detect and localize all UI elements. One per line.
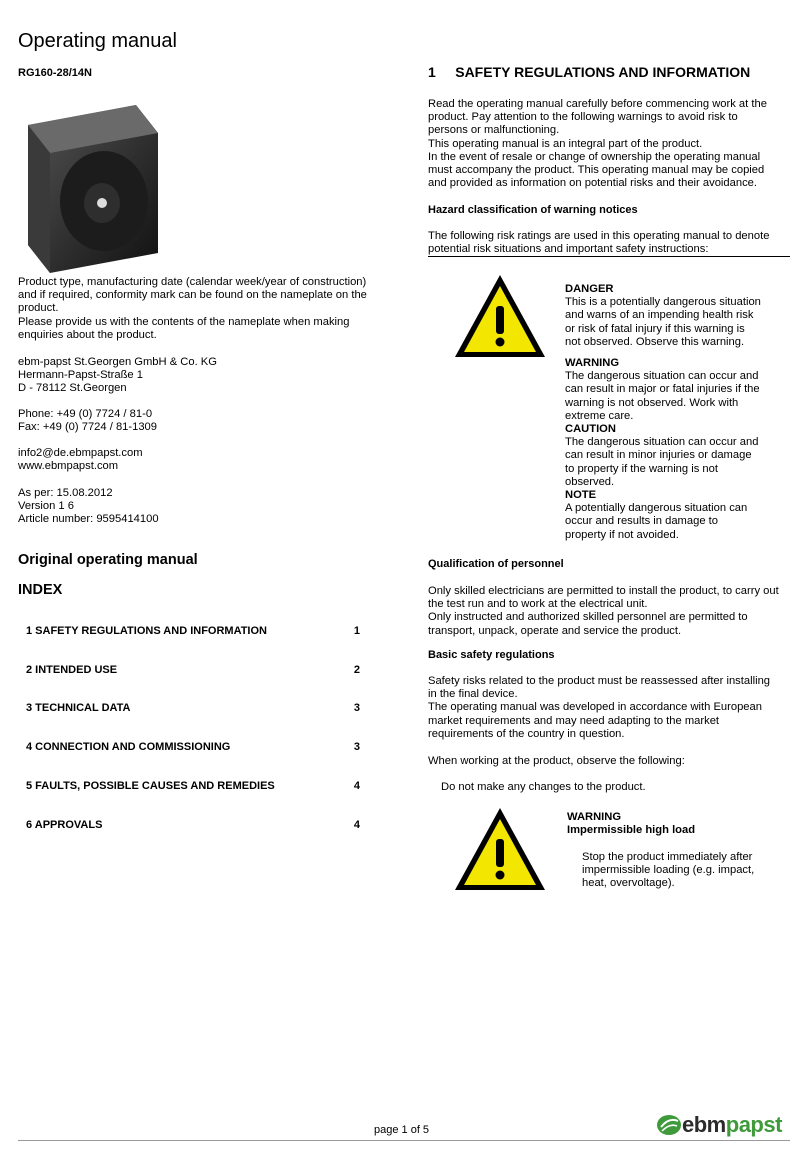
basic-safety-text: Safety risks related to the product must be reassessed after installing in the final device. The operating manual was developed in accordance with European market requirements and may need adapting to the market requirements of the country in question. (428, 675, 771, 740)
load-warning-text: Stop the product immediately after impermissible loading (e.g. impact, heat, overvoltage). (582, 851, 755, 890)
product-image (18, 103, 160, 275)
intro-text: Read the operating manual carefully before commencing work at the product. Pay attention to the following warnings to avoid risk to persons or malfunctioning. This operating manual is an integral part of the product. In the event of resale or change of ownership the operating manual must accompany the product. This operating manual may be copied and provided as information on potential risks and their avoidance. (428, 98, 767, 190)
index-entry[interactable]: 5 FAULTS, POSSIBLE CAUSES AND REMEDIES 4 (26, 780, 360, 792)
index-entry[interactable]: 2 INTENDED USE 2 (26, 664, 360, 676)
index-heading: INDEX (18, 582, 63, 598)
company-address: ebm-papst St.Georgen GmbH & Co. KG Hermann-Papst-Straße 1 D - 78112 St.Georgen (18, 356, 217, 395)
hazard-intro: The following risk ratings are used in this operating manual to denote potential risk situations and important safety instructions: (428, 230, 790, 257)
warning-triangle-icon (452, 804, 548, 894)
index-entry[interactable]: 6 APPROVALS 4 (26, 819, 360, 831)
original-manual-heading: Original operating manual (18, 552, 198, 568)
load-warning: WARNING Impermissible high load (567, 811, 696, 837)
nameplate-info: Product type, manufacturing date (calendar week/year of construction) and if required, conformity mark can be found on the nameplate on the product. Please provide us with the contents of the nameplate when making enquiries about the product. (18, 276, 367, 341)
model-number: RG160-28/14N (18, 67, 92, 79)
logo-leaf-icon (656, 1113, 682, 1137)
qualification-heading: Qualification of personnel (428, 558, 564, 570)
email-link[interactable]: info2@de.ebmpapst.com (18, 447, 143, 459)
footer-divider (18, 1140, 790, 1141)
observe-text: When working at the product, observe the following: (428, 755, 685, 767)
contact-phone-fax: Phone: +49 (0) 7724 / 81-0 Fax: +49 (0) 7724 / 81-1309 (18, 408, 158, 434)
page-number: page 1 of 5 (374, 1124, 430, 1136)
ebmpapst-logo: ebmpapst (656, 1112, 782, 1138)
qualification-text: Only skilled electricians are permitted to install the product, to carry out the test run and to work at the electrical unit. Only instructed and authorized skilled personnel are permitted to transport, unpack, operate and service the product. (428, 585, 779, 637)
index-entry[interactable]: 1 SAFETY REGULATIONS AND INFORMATION 1 (26, 625, 360, 637)
warning-triangle-icon (452, 272, 548, 360)
website-link[interactable]: www.ebmpapst.com (18, 460, 119, 473)
section-heading: 1 SAFETY REGULATIONS AND INFORMATION (428, 64, 751, 80)
no-changes-text: Do not make any changes to the product. (441, 781, 646, 793)
hazard-heading: Hazard classification of warning notices (428, 204, 638, 216)
contact-web (18, 447, 380, 473)
index-entry[interactable]: 3 TECHNICAL DATA 3 (26, 702, 360, 714)
document-title: Operating manual (18, 30, 177, 52)
risk-ratings: DANGER This is a potentially dangerous situation and warns of an impending health risk or risk of fatal injury if this warning is not observed. Observe this warning. WARNING The dangerous situation can occur and can result in major or fatal injuries if the warning is not observed. Work with extreme care. CAUTION The dangerous situation can occur and can result in minor injuries or damage to property if the warning is not observed. NOTE A potentially dangerous situation can occur and results in damage to property if not avoided. (565, 283, 761, 541)
index-entry[interactable]: 4 CONNECTION AND COMMISSIONING 3 (26, 741, 360, 753)
version-info: As per: 15.08.2012 Version 1 6 Article number: 9595414100 (18, 487, 159, 526)
basic-safety-heading: Basic safety regulations (428, 649, 555, 661)
